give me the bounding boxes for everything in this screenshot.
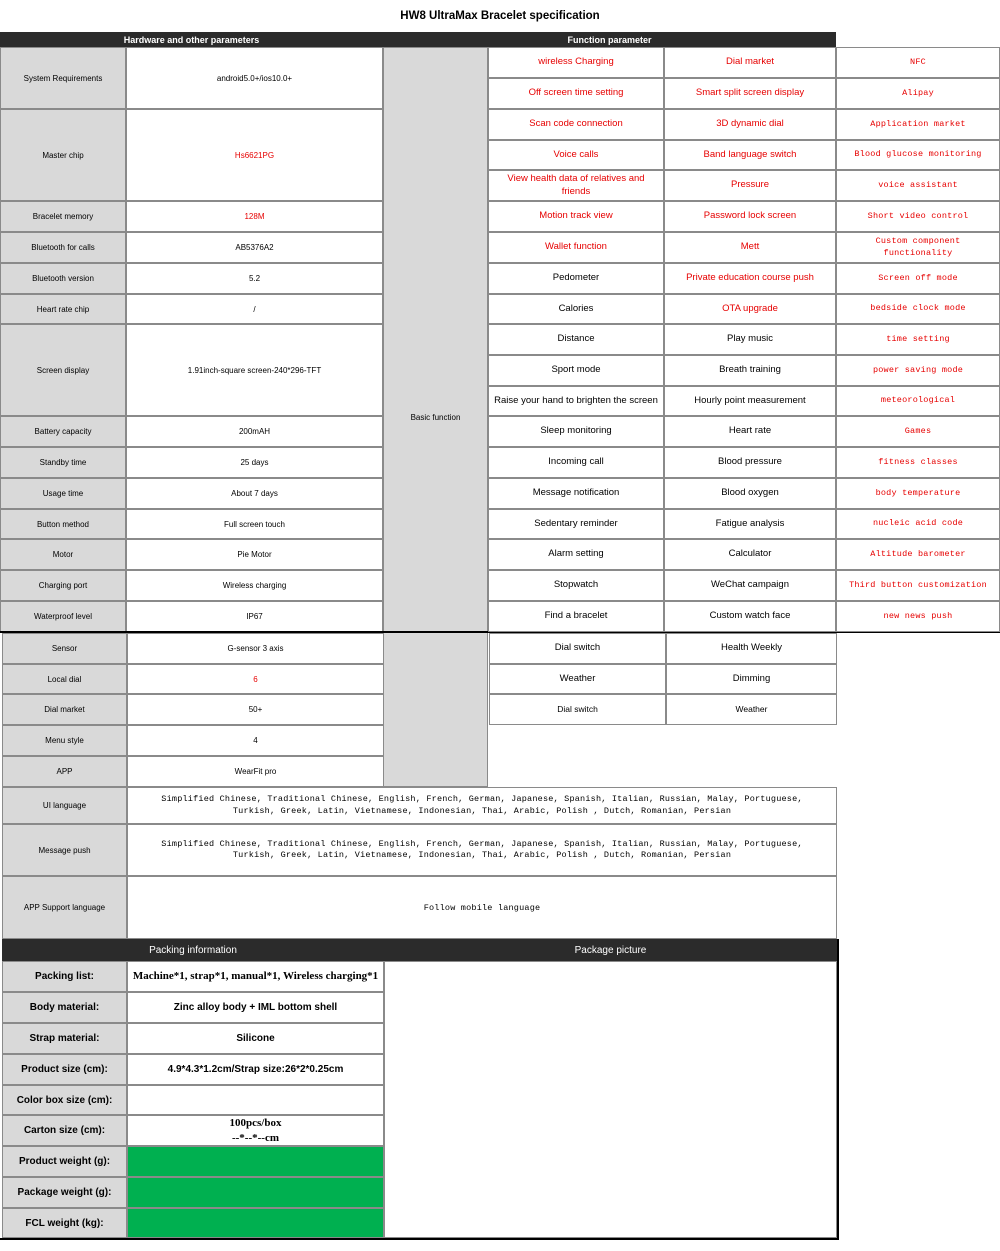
function-item: bedside clock mode [836,294,1000,324]
packing-label: Product size (cm): [2,1054,127,1085]
function-item: Custom watch face [664,601,836,632]
function-item: Custom component functionality [836,232,1000,263]
function-item: body temperature [836,478,1000,509]
function-item: Dial switch [489,694,666,725]
bottom-border [0,1238,838,1240]
hw-value: Hs6621PG [126,109,383,201]
function-item: wireless Charging [488,47,664,78]
hw-label: Battery capacity [0,416,126,447]
hw-label: Motor [0,539,126,570]
wide-label: Message push [2,824,127,876]
hw-label: Usage time [0,478,126,509]
hardware-header: Hardware and other parameters [0,32,383,47]
function-item: Heart rate [664,416,836,447]
basic-function-label: Basic function [383,47,488,787]
function-item: Band language switch [664,140,836,170]
wide-label: APP Support language [2,876,127,939]
function-item: View health data of relatives and friends [488,170,664,201]
function-item: Sleep monitoring [488,416,664,447]
packing-value: Zinc alloy body + IML bottom shell [127,992,384,1023]
function-item: Hourly point measurement [664,386,836,416]
function-item: Breath training [664,355,836,386]
function-item: Blood pressure [664,447,836,478]
package-picture-area [384,961,837,1238]
function-item: Dial switch [489,633,666,664]
function-item: Stopwatch [488,570,664,601]
hw-value: IP67 [126,601,383,632]
function-item: Wallet function [488,232,664,263]
hw-value: 128M [126,201,383,232]
packing-value: Silicone [127,1023,384,1054]
hw-value: WearFit pro [127,756,384,787]
function-item: Password lock screen [664,201,836,232]
function-header: Function parameter [383,32,836,47]
function-item: Incoming call [488,447,664,478]
function-item: Blood oxygen [664,478,836,509]
hw-label: Bracelet memory [0,201,126,232]
hw-label: Local dial [2,664,127,694]
hw-label: Sensor [2,633,127,664]
hw-label: Standby time [0,447,126,478]
function-item: Short video control [836,201,1000,232]
function-item: WeChat campaign [664,570,836,601]
carton-size-value [127,1115,384,1146]
hw-value: About 7 days [126,478,383,509]
function-item: Message notification [488,478,664,509]
hw-value: / [126,294,383,324]
function-item: Find a bracelet [488,601,664,632]
function-item: Pressure [664,170,836,201]
hw-label: System Requirements [0,47,126,109]
function-item: Weather [489,664,666,694]
hw-label: Waterproof level [0,601,126,632]
ui-language-value: Simplified Chinese, Traditional Chinese, English, French, German, Japanese, Spanish, Italian, Russian, Malay, Portuguese, Turkish, Greek, Latin, Vietnamese, Indonesian, Thai, Arabic, Polish , Dutch, Romanian, Persian [127,787,837,824]
function-item: OTA upgrade [664,294,836,324]
hw-label: Bluetooth for calls [0,232,126,263]
hw-label: APP [2,756,127,787]
function-item: voice assistant [836,170,1000,201]
hw-label: Button method [0,509,126,539]
function-item: Alipay [836,78,1000,109]
right-border [837,939,839,1240]
function-item: Third button customization [836,570,1000,601]
function-item: Health Weekly [666,633,837,664]
packing-label: Packing list: [2,961,127,992]
packing-label: FCL weight (kg): [2,1208,127,1238]
function-item: Dial market [664,47,836,78]
function-item: time setting [836,324,1000,355]
function-item: Weather [666,694,837,725]
function-item: Voice calls [488,140,664,170]
carton-dimensions: --*--*--cm [231,1131,280,1144]
packing-label: Strap material: [2,1023,127,1054]
function-item: Scan code connection [488,109,664,140]
packing-value [127,1085,384,1115]
product-weight-value [127,1146,384,1177]
package-picture-header: Package picture [384,939,837,961]
hw-label: Bluetooth version [0,263,126,294]
function-item: Smart split screen display [664,78,836,109]
packing-header: Packing information [2,939,384,961]
function-item: new news push [836,601,1000,632]
function-item: Distance [488,324,664,355]
app-language-value: Follow mobile language [127,876,837,939]
function-item: Play music [664,324,836,355]
carton-count: 100pcs/box [229,1117,282,1130]
function-item: Calculator [664,539,836,570]
packing-label: Package weight (g): [2,1177,127,1208]
function-item: Sedentary reminder [488,509,664,539]
hw-value: Pie Motor [126,539,383,570]
function-item: meteorological [836,386,1000,416]
fcl-weight-value [127,1208,384,1238]
package-weight-value [127,1177,384,1208]
function-item: Dimming [666,664,837,694]
function-item: 3D dynamic dial [664,109,836,140]
hw-value: 4 [127,725,384,756]
function-item: Screen off mode [836,263,1000,294]
function-item: Application market [836,109,1000,140]
page-title: HW8 UltraMax Bracelet specification [400,10,600,22]
hw-value: 50+ [127,694,384,725]
function-item: Raise your hand to brighten the screen [488,386,664,416]
function-item: Private education course push [664,263,836,294]
packing-value: 4.9*4.3*1.2cm/Strap size:26*2*0.25cm [127,1054,384,1085]
function-item: Off screen time setting [488,78,664,109]
function-item: power saving mode [836,355,1000,386]
function-item: Calories [488,294,664,324]
function-item: Games [836,416,1000,447]
hw-value: Full screen touch [126,509,383,539]
function-item: fitness classes [836,447,1000,478]
function-item: Motion track view [488,201,664,232]
function-item: Fatigue analysis [664,509,836,539]
function-item: Sport mode [488,355,664,386]
hw-value: android5.0+/ios10.0+ [126,47,383,109]
packing-label: Body material: [2,992,127,1023]
hw-value: 5.2 [126,263,383,294]
packing-label: Product weight (g): [2,1146,127,1177]
function-item: Pedometer [488,263,664,294]
hw-value: G-sensor 3 axis [127,633,384,664]
hw-value: 6 [127,664,384,694]
function-item: Blood glucose monitoring [836,140,1000,170]
message-push-value: Simplified Chinese, Traditional Chinese, English, French, German, Japanese, Spanish, Italian, Russian, Malay, Portuguese, Turkish, Greek, Latin, Vietnamese, Indonesian, Thai, Arabic, Polish , Dutch, Romanian, Persian [127,824,837,876]
hw-value: 25 days [126,447,383,478]
hw-value: Wireless charging [126,570,383,601]
wide-label: UI language [2,787,127,824]
packing-label: Color box size (cm): [2,1085,127,1115]
function-item: Alarm setting [488,539,664,570]
hw-label: Charging port [0,570,126,601]
hw-label: Dial market [2,694,127,725]
function-item: Mett [664,232,836,263]
function-item: NFC [836,47,1000,78]
hw-label: Master chip [0,109,126,201]
packing-value: Machine*1, strap*1, manual*1, Wireless charging*1 [127,961,384,992]
function-item: Altitude barometer [836,539,1000,570]
packing-label: Carton size (cm): [2,1115,127,1146]
function-item: nucleic acid code [836,509,1000,539]
hw-value: AB5376A2 [126,232,383,263]
hw-value: 200mAH [126,416,383,447]
hw-label: Menu style [2,725,127,756]
hw-label: Screen display [0,324,126,416]
hw-label: Heart rate chip [0,294,126,324]
hw-value: 1.91inch-square screen-240*296-TFT [126,324,383,416]
